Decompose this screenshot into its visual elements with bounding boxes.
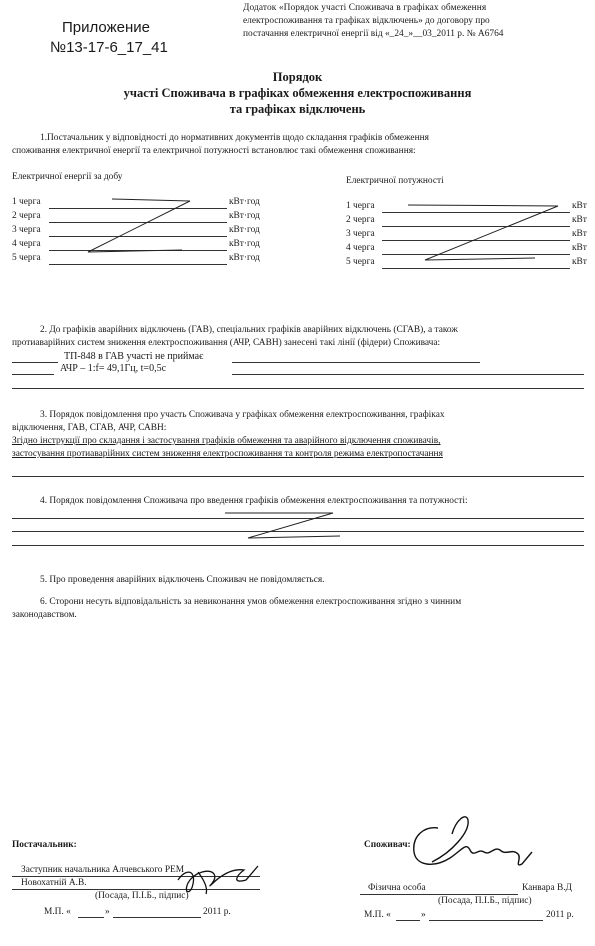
energy-row-unit: кВт·год	[229, 197, 260, 207]
power-row-unit: кВт	[572, 215, 587, 225]
section4-strikeout-mark	[225, 513, 340, 538]
corner-note-title: Приложение	[62, 19, 150, 36]
energy-row-label: 4 черга	[12, 239, 41, 249]
corner-note-number: №13-17-6_17_41	[50, 39, 168, 56]
energy-row-label: 5 черга	[12, 253, 41, 263]
consumer-name: Канвара В.Д	[522, 883, 572, 893]
power-strikeout-mark	[408, 205, 558, 260]
power-row-unit: кВт	[572, 229, 587, 239]
section2-line-a: ТП-848 в ГАВ участі не приймає	[64, 351, 204, 362]
section3-text-2: відключення, ГАВ, СГАВ, АЧР, САВН:	[12, 423, 167, 433]
supplier-name: Новохатній А.В.	[21, 878, 87, 888]
section1-text-2: споживання електричної енергії та електричної потужності встановлює такі обмеження споживання:	[12, 146, 416, 156]
section2-text-2: протиаварійних систем зниження електроспоживання (АЧР, САВН) занесені такі лінії (фідери) Споживача:	[12, 338, 441, 348]
supplier-year: 2011 р.	[203, 907, 231, 917]
consumer-signature	[414, 817, 532, 865]
supplier-signature	[178, 866, 258, 894]
consumer-year: 2011 р.	[546, 910, 574, 920]
energy-row-unit: кВт·год	[229, 211, 260, 221]
supplier-heading: Постачальник:	[12, 840, 77, 850]
energy-row-unit: кВт·год	[229, 239, 260, 249]
power-row-unit: кВт	[572, 257, 587, 267]
energy-row-label: 1 черга	[12, 197, 41, 207]
energy-row-unit: кВт·год	[229, 225, 260, 235]
title-line-1: Порядок	[272, 70, 323, 84]
supplier-mp-quote: »	[105, 907, 110, 917]
energy-row-label: 2 черга	[12, 211, 41, 221]
section4-text-1: 4. Порядок повідомлення Споживача про введення графіків обмеження електроспоживання та потужності:	[40, 496, 468, 506]
power-row-label: 1 черга	[346, 201, 375, 211]
addendum-line-2: електроспоживання та графіках відключень» до договору про	[243, 16, 490, 26]
power-row-label: 5 черга	[346, 257, 375, 267]
power-row-label: 3 черга	[346, 229, 375, 239]
energy-row-unit: кВт·год	[229, 253, 260, 263]
supplier-caption: (Посада, П.І.Б., підпис)	[95, 891, 189, 901]
title-line-3: та графіках відключень	[229, 102, 366, 116]
consumer-heading: Споживач:	[364, 840, 411, 850]
power-header: Електричної потужності	[346, 176, 444, 186]
consumer-mp-quote: »	[421, 910, 426, 920]
addendum-line-3: постачання електричної енергії від «_24_»__03_2011 р. № А6764	[243, 29, 504, 39]
energy-strikeout-mark	[88, 199, 190, 252]
section5-text-1: 5. Про проведення аварійних відключень Споживач не повідомляється.	[40, 575, 325, 585]
supplier-position: Заступник начальника Алчевського РЕМ	[21, 865, 185, 875]
section6-text-1: 6. Сторони несуть відповідальність за невиконання умов обмеження електроспоживання згідно з чинним	[40, 597, 462, 607]
title-line-2: участі Споживача в графіках обмеження електроспоживання	[123, 86, 472, 100]
supplier-mp: М.П. «	[44, 907, 71, 917]
consumer-caption: (Посада, П.І.Б., підпис)	[438, 896, 532, 906]
power-row-label: 4 черга	[346, 243, 375, 253]
consumer-position: Фізична особа	[368, 883, 426, 893]
consumer-mp: М.П. «	[364, 910, 391, 920]
energy-header: Електричної енергії за добу	[12, 172, 123, 182]
energy-row-label: 3 черга	[12, 225, 41, 235]
section1-text-1: 1.Постачальник у відповідності до нормативних документів щодо складання графіків обмеження	[40, 133, 429, 143]
section6-text-2: законодавством.	[12, 610, 77, 620]
section3-text-4: застосування протиаварійних систем зниження електроспоживання та контроля режима електропостачання	[12, 449, 443, 459]
section2-text-1: 2. До графіків аварійних відключень (ГАВ), спеціальних графіків аварійних відключень (СГАВ), а також	[40, 325, 458, 335]
addendum-line-1: Додаток «Порядок участі Споживача в графіках обмеження	[243, 3, 487, 13]
power-row-unit: кВт	[572, 243, 587, 253]
power-row-unit: кВт	[572, 201, 587, 211]
section3-text-1: 3. Порядок повідомлення про участь Споживача у графіках обмеження електроспоживання, графіках	[40, 410, 445, 420]
section3-text-3: Згідно інструкції про складання і застосування графіків обмеження та аварійного відключення споживачів,	[12, 436, 441, 446]
section2-line-b: АЧР – 1:f= 49,1Гц, t=0,5с	[60, 363, 167, 374]
power-row-label: 2 черга	[346, 215, 375, 225]
